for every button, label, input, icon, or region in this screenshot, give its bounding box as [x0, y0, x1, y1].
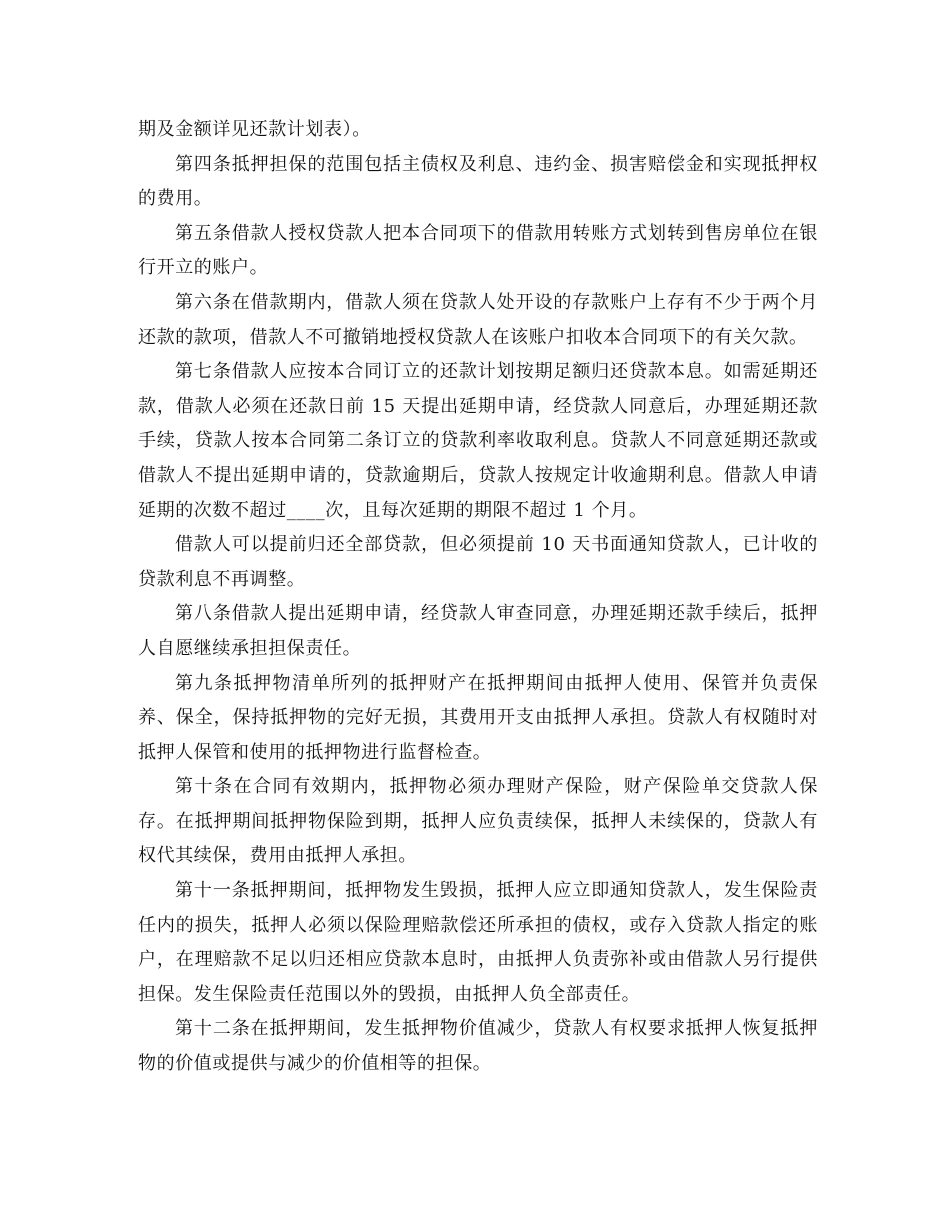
- paragraph-continuation: 期及金额详见还款计划表）。: [138, 119, 371, 140]
- paragraph-article-9: 第九条抵押物清单所列的抵押财产在抵押期间由抵押人使用、保管并负责保养、保全，保持抵押物的完好无损，其费用开支由抵押人承担。贷款人有权随时对抵押人保管和使用的抵押物进行监督检查。: [138, 672, 818, 763]
- paragraph-article-4: 第四条抵押担保的范围包括主债权及利息、违约金、损害赔偿金和实现抵押权的费用。: [138, 153, 818, 210]
- paragraph-article-7: 第七条借款人应按本合同订立的还款计划按期足额归还贷款本息。如需延期还款，借款人必须在还款日前 15 天提出延期申请，经贷款人同意后，办理延期还款手续，贷款人按本合同第二条订立的贷款利率收取利息。贷款人不同意延期还款或借款人不提出延期申请的，贷款逾期后，贷款人按规定计收逾期利息。借款人申请延期的次数不超过____次，且每次延期的期限不超过 1 个月。: [138, 361, 818, 521]
- paragraph-article-10: 第十条在合同有效期内，抵押物必须办理财产保险，财产保险单交贷款人保存。在抵押期间抵押物保险到期，抵押人应负责续保，抵押人未续保的，贷款人有权代其续保，费用由抵押人承担。: [138, 776, 818, 867]
- paragraph-article-8: 第八条借款人提出延期申请，经贷款人审查同意，办理延期还款手续后，抵押人自愿继续承担担保责任。: [138, 603, 818, 659]
- paragraph-article-11: 第十一条抵押期间，抵押物发生毁损，抵押人应立即通知贷款人，发生保险责任内的损失，抵押人必须以保险理赔款偿还所承担的债权，或存入贷款人指定的账户，在理赔款不足以归还相应贷款本息时，由抵押人负责弥补或由借款人另行提供担保。发生保险责任范围以外的毁损，由抵押人负全部责任。: [138, 880, 818, 1005]
- document-body: [138, 113, 818, 1082]
- paragraph-article-12: 第十二条在抵押期间，发生抵押物价值减少，贷款人有权要求抵押人恢复抵押物的价值或提供与减少的价值相等的担保。: [138, 1018, 818, 1075]
- paragraph-early-repayment: 借款人可以提前归还全部贷款，但必须提前 10 天书面通知贷款人，已计收的贷款利息不再调整。: [138, 534, 818, 590]
- paragraph-article-5: 第五条借款人授权贷款人把本合同项下的借款用转账方式划转到售房单位在银行开立的账户。: [138, 222, 818, 279]
- paragraph-article-6: 第六条在借款期内，借款人须在贷款人处开设的存款账户上存有不少于两个月还款的款项，借款人不可撤销地授权贷款人在该账户扣收本合同项下的有关欠款。: [138, 291, 818, 348]
